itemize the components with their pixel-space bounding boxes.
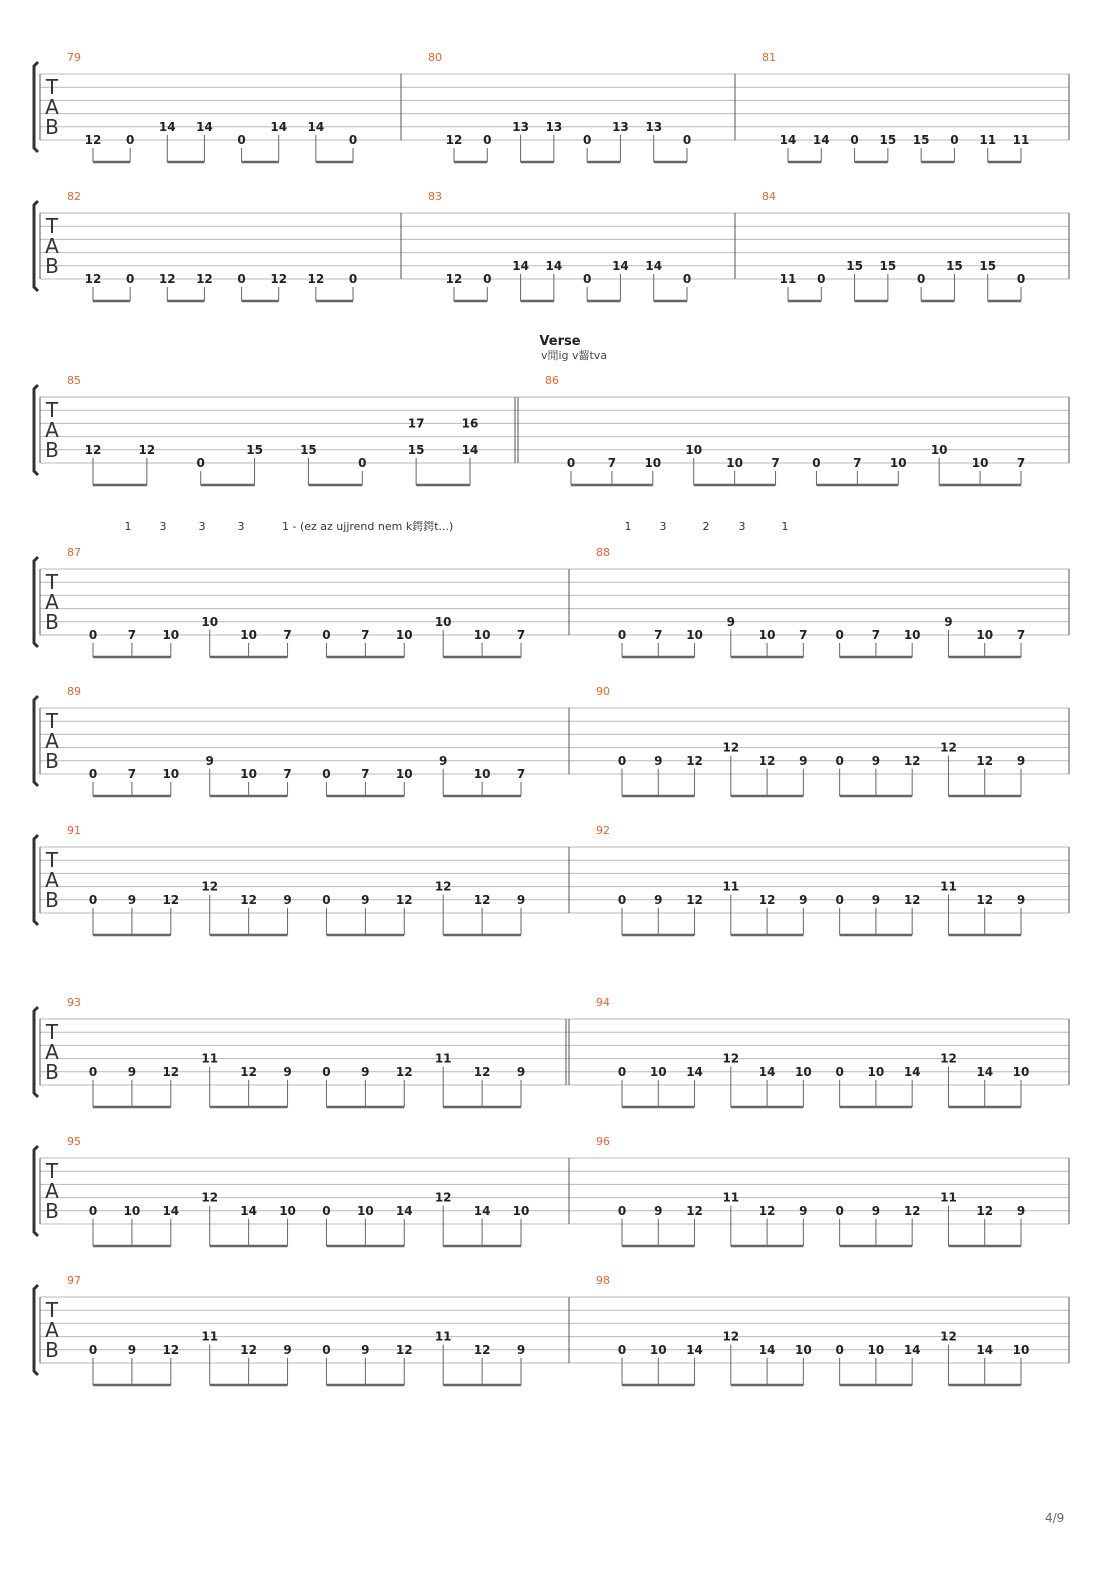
- fret-number: 12: [395, 1342, 413, 1357]
- bar-number: 94: [596, 996, 610, 1009]
- fret-number: 15: [946, 258, 963, 273]
- fret-number: 7: [1016, 456, 1026, 470]
- fret-number: 7: [771, 456, 780, 470]
- fret-number: 14: [976, 1342, 994, 1357]
- fret-number: 13: [512, 119, 529, 134]
- fret-number: 7: [799, 628, 808, 642]
- fret-number: 12: [976, 753, 994, 768]
- fingering-text: 3: [738, 520, 746, 533]
- fret-number: 12: [473, 892, 491, 907]
- fret-number: 9: [283, 892, 292, 907]
- fret-number: 12: [445, 272, 463, 286]
- bar-number: 90: [596, 685, 610, 698]
- fret-number: 0: [582, 272, 592, 286]
- fret-number: 10: [240, 628, 257, 642]
- fret-number: 10: [971, 456, 989, 470]
- fret-number: 12: [976, 892, 994, 907]
- fret-number: 7: [283, 767, 292, 781]
- fret-number: 14: [758, 1064, 776, 1079]
- bar-number: 98: [596, 1274, 610, 1287]
- fret-number: 14: [158, 119, 176, 134]
- tab-clef-letter: T: [45, 570, 59, 594]
- fret-number: 10: [473, 767, 491, 781]
- fret-number: 10: [976, 628, 994, 642]
- fret-number: 9: [799, 753, 808, 768]
- fret-number: 0: [950, 133, 959, 147]
- fret-number: 9: [654, 892, 663, 907]
- fret-number: 9: [439, 753, 448, 768]
- fret-number: 0: [812, 456, 821, 470]
- fret-number: 10: [726, 456, 743, 470]
- fret-number: 0: [617, 1342, 627, 1357]
- fingering-text: 1 - (ez az ujjrend nem k鍔鍔t...): [282, 520, 454, 533]
- tab-clef-letter: B: [45, 888, 59, 912]
- fret-number: 0: [322, 1203, 331, 1218]
- fret-number: 7: [853, 456, 862, 470]
- fingering-text: 3: [159, 520, 167, 533]
- fret-number: 10: [644, 456, 662, 470]
- fret-number: 12: [84, 133, 102, 147]
- fret-number: 0: [196, 456, 205, 470]
- fret-number: 9: [1016, 892, 1026, 907]
- fret-number: 14: [686, 1342, 703, 1357]
- fingering-text: 3: [237, 520, 245, 533]
- tab-clef-letter: T: [45, 398, 59, 422]
- fret-number: 10: [649, 1342, 667, 1357]
- fret-number: 11: [434, 1051, 452, 1066]
- fret-number: 0: [358, 456, 367, 470]
- fret-number: 12: [201, 879, 219, 894]
- fret-number: 12: [162, 1064, 180, 1079]
- fret-number: 0: [850, 133, 859, 147]
- page-number: 4/9: [1045, 1511, 1065, 1525]
- fret-number: 12: [162, 892, 180, 907]
- fret-number: 0: [582, 133, 592, 147]
- fret-number: 10: [930, 442, 948, 457]
- bar-number: 85: [67, 374, 81, 387]
- fret-number: 13: [545, 119, 563, 134]
- system-bracket: [34, 62, 38, 152]
- fret-number: 9: [283, 1064, 292, 1079]
- fret-number: 15: [407, 442, 425, 457]
- fret-number: 15: [846, 258, 863, 273]
- fret-number: 14: [903, 1064, 921, 1079]
- system-bracket: [34, 385, 38, 475]
- fret-number: 0: [348, 133, 358, 147]
- fret-number: 9: [654, 753, 663, 768]
- fret-number: 12: [84, 272, 102, 286]
- fret-number: 10: [686, 628, 703, 642]
- fret-number: 13: [645, 119, 663, 134]
- fret-number: 0: [617, 1064, 627, 1079]
- fret-number: 0: [88, 628, 98, 642]
- bar-number: 96: [596, 1135, 610, 1148]
- fret-number: 10: [240, 767, 257, 781]
- fret-number: 12: [307, 272, 325, 286]
- fret-number: 7: [654, 628, 663, 642]
- fingering-text: 1: [781, 520, 789, 533]
- fret-number: 9: [871, 1203, 881, 1218]
- fret-number: 12: [240, 1064, 257, 1079]
- fret-number: 10: [795, 1342, 812, 1357]
- bar-number: 91: [67, 824, 81, 837]
- fret-number: 9: [871, 892, 881, 907]
- fret-number: 0: [88, 1203, 98, 1218]
- fret-number: 14: [270, 119, 288, 134]
- fret-number: 0: [617, 892, 627, 907]
- fret-number: 0: [835, 1342, 844, 1357]
- system-bracket: [34, 1007, 38, 1097]
- tab-clef-letter: T: [45, 1020, 59, 1044]
- fret-number: 14: [812, 133, 830, 147]
- fret-number: 12: [395, 1064, 413, 1079]
- fret-number: 9: [944, 614, 953, 629]
- fret-number: 12: [138, 442, 156, 457]
- fret-number: 9: [799, 1203, 808, 1218]
- fret-number: 15: [879, 258, 897, 273]
- fret-number: 13: [612, 119, 629, 134]
- fret-number: 10: [1012, 1342, 1030, 1357]
- fingering-text: 3: [198, 520, 206, 533]
- fret-number: 14: [758, 1342, 776, 1357]
- fret-number: 10: [649, 1064, 667, 1079]
- fret-number: 11: [434, 1329, 452, 1344]
- tab-clef-letter: A: [45, 1318, 59, 1342]
- fret-number: 9: [654, 1203, 663, 1218]
- tab-clef-letter: T: [45, 1298, 59, 1322]
- fret-number: 14: [162, 1203, 180, 1218]
- fret-number: 9: [516, 1064, 526, 1079]
- fingering-text: 2: [702, 520, 710, 533]
- tab-clef-letter: B: [45, 254, 59, 278]
- fret-number: 0: [348, 272, 358, 286]
- bar-number: 86: [545, 374, 559, 387]
- fret-number: 0: [322, 892, 331, 907]
- system-bracket: [34, 835, 38, 925]
- fret-number: 10: [395, 767, 413, 781]
- fret-number: 17: [407, 416, 425, 431]
- fret-number: 10: [1012, 1064, 1030, 1079]
- fret-number: 0: [125, 272, 135, 286]
- fret-number: 0: [1016, 272, 1026, 286]
- fret-number: 0: [125, 133, 135, 147]
- bar-number: 93: [67, 996, 81, 1009]
- fret-number: 0: [682, 133, 692, 147]
- fret-number: 14: [461, 442, 479, 457]
- system-bracket: [34, 1285, 38, 1375]
- fret-number: 12: [686, 1203, 703, 1218]
- fret-number: 7: [127, 767, 137, 781]
- fret-number: 14: [196, 119, 213, 134]
- fret-number: 0: [88, 767, 98, 781]
- fret-number: 0: [835, 628, 844, 642]
- fret-number: 10: [795, 1064, 812, 1079]
- fret-number: 14: [395, 1203, 413, 1218]
- system-bracket: [34, 201, 38, 291]
- fret-number: 0: [88, 1064, 98, 1079]
- fret-number: 9: [127, 1342, 137, 1357]
- fret-number: 10: [867, 1342, 885, 1357]
- fret-number: 7: [283, 628, 292, 642]
- fret-number: 0: [916, 272, 926, 286]
- tab-clef-letter: T: [45, 75, 59, 99]
- fret-number: 7: [1016, 628, 1026, 642]
- fret-number: 9: [1016, 753, 1026, 768]
- bar-number: 89: [67, 685, 81, 698]
- fret-number: 12: [686, 753, 703, 768]
- fret-number: 10: [162, 767, 180, 781]
- fret-number: 0: [617, 753, 627, 768]
- fret-number: 11: [201, 1329, 219, 1344]
- fret-number: 10: [473, 628, 491, 642]
- fret-number: 12: [903, 753, 921, 768]
- section-subtitle: v閒ig v齧tva: [540, 349, 608, 362]
- fret-number: 0: [835, 892, 844, 907]
- tab-clef-letter: T: [45, 709, 59, 733]
- fret-number: 14: [240, 1203, 257, 1218]
- fret-number: 12: [940, 740, 957, 755]
- fret-number: 0: [617, 628, 627, 642]
- tab-clef-letter: B: [45, 438, 59, 462]
- fret-number: 0: [682, 272, 692, 286]
- fret-number: 12: [722, 740, 740, 755]
- fret-number: 9: [516, 892, 526, 907]
- fret-number: 11: [722, 879, 740, 894]
- fret-number: 0: [835, 1064, 844, 1079]
- tab-clef-letter: B: [45, 610, 59, 634]
- fret-number: 11: [940, 879, 957, 894]
- fret-number: 0: [617, 1203, 627, 1218]
- fret-number: 14: [976, 1064, 994, 1079]
- fret-number: 10: [434, 614, 452, 629]
- tab-clef-letter: T: [45, 214, 59, 238]
- fret-number: 0: [835, 1203, 844, 1218]
- fret-number: 14: [686, 1064, 703, 1079]
- fret-number: 14: [779, 133, 797, 147]
- fret-number: 7: [361, 628, 370, 642]
- fret-number: 0: [817, 272, 826, 286]
- fret-number: 12: [201, 1190, 219, 1205]
- fret-number: 12: [395, 892, 413, 907]
- fret-number: 12: [940, 1329, 957, 1344]
- fret-number: 14: [307, 119, 325, 134]
- fret-number: 12: [270, 272, 288, 286]
- fret-number: 12: [758, 753, 776, 768]
- tab-clef-letter: B: [45, 1338, 59, 1362]
- fret-number: 7: [516, 767, 526, 781]
- fret-number: 10: [123, 1203, 141, 1218]
- fret-number: 14: [545, 258, 563, 273]
- fret-number: 0: [237, 272, 246, 286]
- fret-number: 14: [612, 258, 629, 273]
- fret-number: 0: [322, 628, 331, 642]
- bar-number: 83: [428, 190, 442, 203]
- bar-number: 80: [428, 51, 442, 64]
- tab-clef-letter: A: [45, 1179, 59, 1203]
- fret-number: 7: [516, 628, 526, 642]
- section-title: Verse: [539, 334, 581, 349]
- fret-number: 12: [903, 1203, 921, 1218]
- fret-number: 15: [912, 133, 930, 147]
- fret-number: 9: [283, 1342, 292, 1357]
- fret-number: 12: [240, 1342, 257, 1357]
- fret-number: 10: [201, 614, 219, 629]
- tab-clef-letter: A: [45, 418, 59, 442]
- fret-number: 0: [322, 1064, 331, 1079]
- tab-clef-letter: B: [45, 1199, 59, 1223]
- fret-number: 0: [835, 753, 844, 768]
- fret-number: 9: [361, 892, 370, 907]
- bar-number: 82: [67, 190, 81, 203]
- fret-number: 7: [607, 456, 617, 470]
- fret-number: 10: [512, 1203, 530, 1218]
- fret-number: 12: [84, 442, 102, 457]
- tab-clef-letter: A: [45, 590, 59, 614]
- fret-number: 9: [726, 614, 735, 629]
- bar-number: 92: [596, 824, 610, 837]
- fret-number: 12: [758, 892, 776, 907]
- fret-number: 10: [162, 628, 180, 642]
- fret-number: 16: [461, 416, 479, 431]
- fret-number: 0: [322, 1342, 331, 1357]
- fret-number: 10: [867, 1064, 885, 1079]
- fret-number: 11: [979, 133, 997, 147]
- tab-clef-letter: T: [45, 848, 59, 872]
- fret-number: 0: [237, 133, 246, 147]
- fret-number: 12: [903, 892, 921, 907]
- fret-number: 12: [158, 272, 176, 286]
- fret-number: 0: [483, 133, 492, 147]
- fret-number: 0: [483, 272, 492, 286]
- fret-number: 12: [162, 1342, 180, 1357]
- fret-number: 15: [300, 442, 317, 457]
- fret-number: 9: [361, 1342, 370, 1357]
- fret-number: 10: [395, 628, 413, 642]
- fingering-text: 1: [124, 520, 132, 533]
- fret-number: 12: [445, 133, 463, 147]
- fret-number: 15: [246, 442, 263, 457]
- fret-number: 10: [758, 628, 776, 642]
- fret-number: 9: [127, 1064, 137, 1079]
- fret-number: 10: [357, 1203, 374, 1218]
- fret-number: 9: [871, 753, 881, 768]
- bar-number: 87: [67, 546, 81, 559]
- fret-number: 12: [940, 1051, 957, 1066]
- tab-clef-letter: A: [45, 729, 59, 753]
- fret-number: 10: [685, 442, 703, 457]
- fret-number: 12: [758, 1203, 776, 1218]
- bar-number: 88: [596, 546, 610, 559]
- fret-number: 15: [979, 258, 997, 273]
- fret-number: 12: [722, 1329, 740, 1344]
- fret-number: 9: [361, 1064, 370, 1079]
- fret-number: 12: [240, 892, 257, 907]
- fret-number: 9: [205, 753, 214, 768]
- fret-number: 11: [940, 1190, 957, 1205]
- fret-number: 10: [903, 628, 921, 642]
- tab-clef-letter: A: [45, 95, 59, 119]
- fret-number: 0: [566, 456, 576, 470]
- fret-number: 15: [879, 133, 897, 147]
- fret-number: 14: [512, 258, 529, 273]
- fingering-text: 3: [659, 520, 667, 533]
- fret-number: 12: [196, 272, 213, 286]
- fret-number: 14: [903, 1342, 921, 1357]
- fret-number: 10: [889, 456, 907, 470]
- bar-number: 97: [67, 1274, 81, 1287]
- bar-number: 95: [67, 1135, 81, 1148]
- fingering-text: 1: [624, 520, 632, 533]
- tab-clef-letter: A: [45, 234, 59, 258]
- fret-number: 0: [88, 1342, 98, 1357]
- fret-number: 11: [779, 272, 797, 286]
- fret-number: 9: [1016, 1203, 1026, 1218]
- fret-number: 9: [127, 892, 137, 907]
- fret-number: 11: [722, 1190, 740, 1205]
- fret-number: 10: [279, 1203, 296, 1218]
- bar-number: 79: [67, 51, 81, 64]
- fret-number: 9: [516, 1342, 526, 1357]
- system-bracket: [34, 696, 38, 786]
- fret-number: 12: [473, 1064, 491, 1079]
- tab-clef-letter: A: [45, 868, 59, 892]
- fret-number: 12: [434, 879, 452, 894]
- tab-clef-letter: T: [45, 1159, 59, 1183]
- fret-number: 12: [686, 892, 703, 907]
- system-bracket: [34, 1146, 38, 1236]
- fret-number: 11: [1012, 133, 1030, 147]
- fret-number: 12: [434, 1190, 452, 1205]
- fret-number: 0: [88, 892, 98, 907]
- fret-number: 9: [799, 892, 808, 907]
- fret-number: 11: [201, 1051, 219, 1066]
- fret-number: 14: [473, 1203, 491, 1218]
- tab-clef-letter: B: [45, 749, 59, 773]
- tab-clef-letter: B: [45, 115, 59, 139]
- fret-number: 12: [722, 1051, 740, 1066]
- fret-number: 12: [976, 1203, 994, 1218]
- fret-number: 14: [645, 258, 663, 273]
- system-bracket: [34, 557, 38, 647]
- bar-number: 84: [762, 190, 776, 203]
- fret-number: 7: [361, 767, 370, 781]
- tab-clef-letter: B: [45, 1060, 59, 1084]
- bar-number: 81: [762, 51, 776, 64]
- fret-number: 7: [871, 628, 881, 642]
- tab-clef-letter: A: [45, 1040, 59, 1064]
- fret-number: 0: [322, 767, 331, 781]
- fret-number: 12: [473, 1342, 491, 1357]
- fret-number: 7: [127, 628, 137, 642]
